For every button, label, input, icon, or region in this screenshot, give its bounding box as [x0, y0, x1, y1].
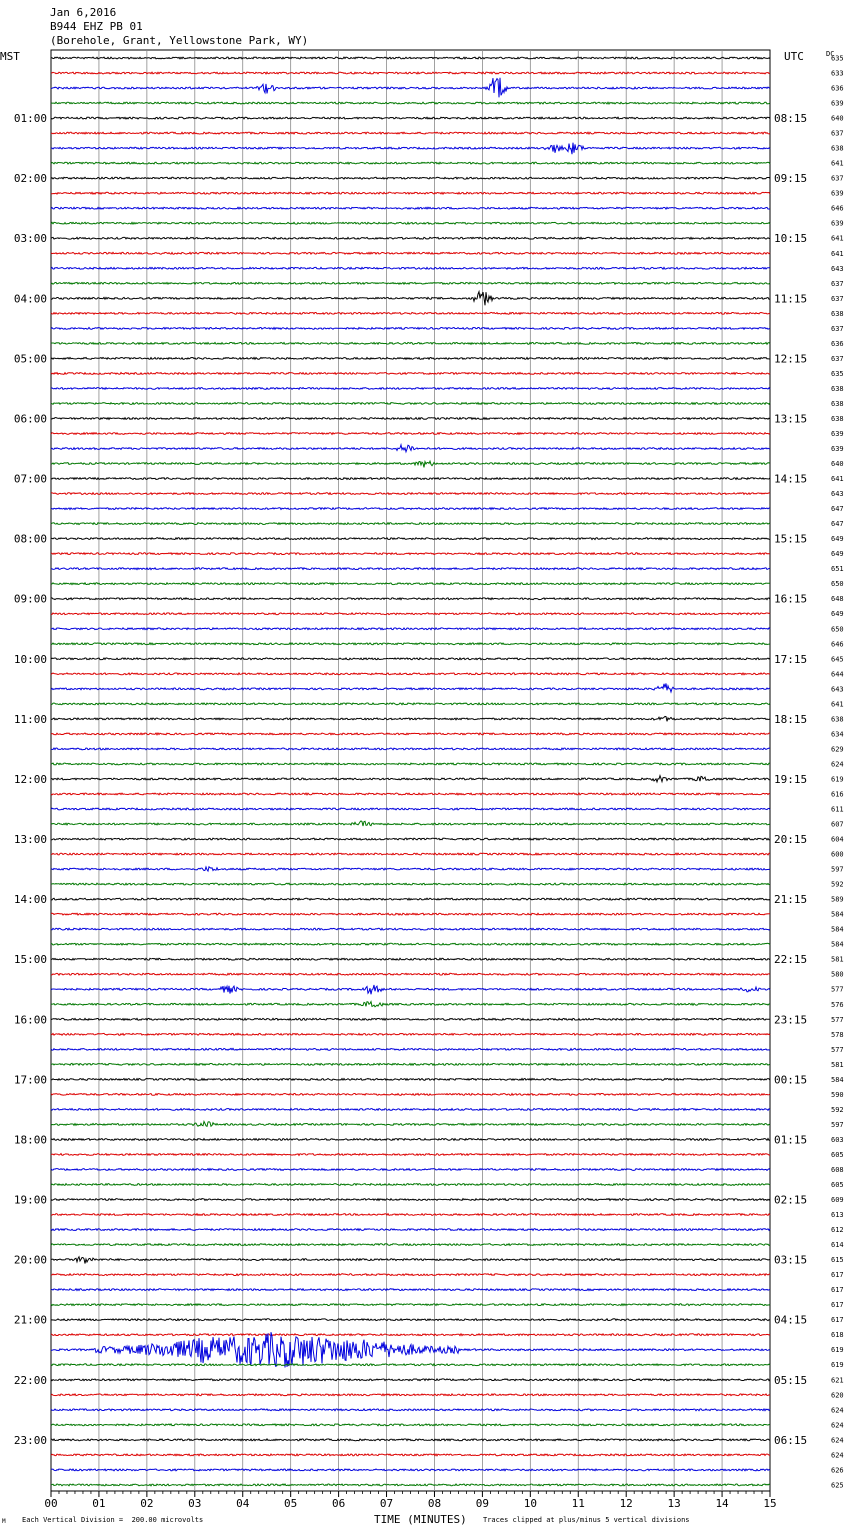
trace-line	[51, 883, 770, 885]
trace-line	[51, 252, 770, 254]
trace-line	[51, 1484, 770, 1486]
right-hour-label: 23:15	[774, 1013, 808, 1027]
dc-offset-label: 625	[831, 1481, 844, 1490]
trace-line	[51, 282, 770, 284]
x-axis-title: TIME (MINUTES)	[374, 1513, 467, 1526]
right-hour-label: 06:15	[774, 1433, 808, 1447]
dc-offset-label: 637	[831, 129, 844, 138]
trace-line	[51, 1379, 770, 1381]
trace-line	[51, 1154, 770, 1156]
dc-offset-label: 620	[831, 1391, 844, 1400]
dc-label: DC	[826, 50, 835, 58]
dc-offset-label: 615	[831, 1256, 844, 1265]
trace-line	[51, 1229, 770, 1231]
dc-offset-label: 638	[831, 384, 844, 393]
x-tick-label: 01	[92, 1497, 106, 1510]
trace-line	[51, 913, 770, 915]
trace-line	[51, 267, 770, 269]
dc-offset-label: 641	[831, 249, 844, 258]
trace-line	[51, 1139, 770, 1141]
trace-line	[51, 1469, 770, 1471]
dc-offset-label: 643	[831, 264, 844, 273]
dc-offset-label: 617	[831, 1271, 844, 1280]
dc-offset-label: 619	[831, 775, 844, 784]
trace-line	[51, 985, 770, 994]
trace-line	[51, 78, 770, 98]
x-tick-label: 02	[140, 1497, 154, 1510]
trace-line	[51, 628, 770, 630]
footer-scale-note: Each Vertical Division = 200.00 microvolts	[22, 1516, 204, 1524]
dc-offset-label: 636	[831, 84, 844, 93]
right-hour-label: 01:15	[774, 1133, 808, 1147]
trace-line	[51, 312, 770, 314]
dc-offset-label: 605	[831, 1150, 844, 1159]
left-hour-label: 22:00	[13, 1373, 47, 1387]
dc-offset-label: 639	[831, 219, 844, 228]
right-hour-label: 05:15	[774, 1373, 808, 1387]
dc-offset-label: 647	[831, 505, 844, 514]
x-tick-label: 12	[619, 1497, 633, 1510]
trace-line	[51, 1122, 770, 1127]
dc-offset-label: 633	[831, 69, 844, 78]
right-hour-label: 00:15	[774, 1073, 808, 1087]
trace-line	[51, 102, 770, 104]
dc-offset-label: 638	[831, 309, 844, 318]
trace-line	[51, 162, 770, 164]
trace-line	[51, 358, 770, 360]
dc-offset-label: 640	[831, 460, 844, 469]
dc-offset-label: 589	[831, 895, 844, 904]
x-tick-label: 13	[667, 1497, 681, 1510]
trace-line	[51, 673, 770, 675]
left-hour-label: 10:00	[13, 652, 47, 666]
dc-offset-label: 648	[831, 595, 844, 604]
dc-offset-label: 651	[831, 565, 844, 574]
dc-offset-label: 645	[831, 655, 844, 664]
footer-mark: M	[2, 1518, 6, 1525]
dc-offset-label: 581	[831, 1060, 844, 1069]
trace-line	[51, 403, 770, 405]
trace-line	[51, 1033, 770, 1035]
trace-line	[51, 72, 770, 74]
left-hour-label: 11:00	[13, 712, 47, 726]
dc-offset-label: 644	[831, 670, 844, 679]
trace-line	[51, 445, 770, 452]
dc-offset-label: 600	[831, 850, 844, 859]
dc-offset-label: 576	[831, 1000, 844, 1009]
x-tick-label: 04	[236, 1497, 250, 1510]
trace-line	[51, 373, 770, 375]
dc-offset-label: 580	[831, 970, 844, 979]
dc-offset-label: 639	[831, 189, 844, 198]
trace-line	[51, 237, 770, 239]
trace-line	[51, 943, 770, 945]
dc-offset-label: 638	[831, 715, 844, 724]
trace-line	[51, 716, 770, 721]
right-timezone-label: UTC	[784, 50, 804, 63]
right-hour-label: 20:15	[774, 833, 808, 847]
dc-offset-label: 641	[831, 700, 844, 709]
dc-offset-label: 624	[831, 760, 844, 769]
trace-line	[51, 1109, 770, 1111]
x-tick-label: 14	[715, 1497, 729, 1510]
left-hour-label: 01:00	[13, 112, 47, 126]
left-hour-label: 06:00	[13, 412, 47, 426]
dc-offset-label: 640	[831, 114, 844, 123]
dc-offset-label: 577	[831, 1015, 844, 1024]
dc-offset-label: 624	[831, 1436, 844, 1445]
x-tick-label: 03	[188, 1497, 202, 1510]
dc-offset-label: 646	[831, 204, 844, 213]
trace-line	[51, 1332, 770, 1367]
trace-line	[51, 1334, 770, 1336]
header-date: Jan 6,2016	[50, 6, 117, 19]
trace-line	[51, 703, 770, 705]
dc-offset-label: 578	[831, 1030, 844, 1039]
dc-offset-label: 637	[831, 354, 844, 363]
trace-line	[51, 1018, 770, 1020]
trace-line	[51, 1394, 770, 1396]
dc-offset-label: 592	[831, 880, 844, 889]
right-hour-label: 15:15	[774, 532, 808, 546]
dc-offset-label: 577	[831, 985, 844, 994]
trace-line	[51, 1199, 770, 1201]
trace-line	[51, 1364, 770, 1366]
right-hour-label: 16:15	[774, 592, 808, 606]
left-hour-label: 02:00	[13, 172, 47, 186]
left-hour-label: 12:00	[13, 772, 47, 786]
trace-line	[51, 132, 770, 134]
x-tick-label: 00	[44, 1497, 58, 1510]
trace-line	[51, 478, 770, 480]
dc-offset-label: 607	[831, 820, 844, 829]
trace-line	[51, 853, 770, 855]
trace-line	[51, 222, 770, 224]
dc-offset-label: 597	[831, 1120, 844, 1129]
trace-line	[51, 1409, 770, 1411]
left-hour-label: 23:00	[13, 1433, 47, 1447]
trace-line	[51, 1439, 770, 1441]
trace-line	[51, 461, 770, 467]
trace-line	[51, 117, 770, 119]
left-hour-label: 03:00	[13, 232, 47, 246]
trace-line	[51, 1454, 770, 1456]
dc-offset-label: 629	[831, 745, 844, 754]
x-tick-label: 08	[427, 1497, 442, 1510]
dc-offset-label: 590	[831, 1090, 844, 1099]
trace-line	[51, 1424, 770, 1426]
x-tick-label: 11	[571, 1497, 585, 1510]
right-hour-label: 12:15	[774, 352, 808, 366]
right-hour-label: 17:15	[774, 652, 808, 666]
x-tick-label: 05	[284, 1497, 298, 1510]
trace-line	[51, 1079, 770, 1081]
dc-offset-label: 603	[831, 1135, 844, 1144]
x-tick-label: 09	[475, 1497, 490, 1510]
trace-line	[51, 177, 770, 179]
dc-offset-label: 638	[831, 144, 844, 153]
dc-offset-label: 621	[831, 1376, 844, 1385]
dc-offset-label: 649	[831, 610, 844, 619]
left-hour-label: 07:00	[13, 472, 47, 486]
dc-offset-label: 616	[831, 790, 844, 799]
dc-offset-label: 617	[831, 1301, 844, 1310]
trace-line	[51, 973, 770, 975]
trace-line	[51, 1002, 770, 1007]
footer-clip-note: Traces clipped at plus/minus 5 vertical divisions	[483, 1516, 690, 1524]
dc-offset-label: 581	[831, 955, 844, 964]
trace-line	[51, 793, 770, 795]
right-hour-label: 04:15	[774, 1313, 808, 1327]
trace-line	[51, 57, 770, 59]
right-hour-label: 09:15	[774, 172, 808, 186]
dc-offset-label: 649	[831, 535, 844, 544]
trace-line	[51, 207, 770, 209]
dc-offset-label: 641	[831, 475, 844, 484]
header-location: (Borehole, Grant, Yellowstone Park, WY)	[50, 34, 309, 47]
dc-offset-label: 584	[831, 910, 844, 919]
dc-offset-label: 626	[831, 1466, 844, 1475]
dc-offset-label: 619	[831, 1361, 844, 1370]
dc-offset-label: 612	[831, 1226, 844, 1235]
dc-offset-label: 624	[831, 1421, 844, 1430]
x-tick-label: 06	[331, 1497, 346, 1510]
dc-offset-label: 619	[831, 1346, 844, 1355]
left-hour-label: 08:00	[13, 532, 47, 546]
dc-offset-label: 650	[831, 580, 844, 589]
left-hour-label: 13:00	[13, 833, 47, 847]
trace-line	[51, 583, 770, 585]
right-hour-label: 14:15	[774, 472, 808, 486]
dc-offset-label: 637	[831, 294, 844, 303]
dc-offset-label: 646	[831, 640, 844, 649]
dc-offset-label: 613	[831, 1211, 844, 1220]
dc-offset-label: 639	[831, 99, 844, 108]
trace-line	[51, 643, 770, 645]
dc-offset-label: 637	[831, 174, 844, 183]
right-hour-label: 08:15	[774, 112, 808, 126]
right-hour-label: 13:15	[774, 412, 808, 426]
trace-line	[51, 1274, 770, 1276]
x-tick-label: 07	[379, 1497, 394, 1510]
x-tick-label: 15	[763, 1497, 777, 1510]
trace-line	[51, 1094, 770, 1096]
trace-line	[51, 538, 770, 540]
dc-offset-label: 577	[831, 1045, 844, 1054]
left-hour-label: 20:00	[13, 1253, 47, 1267]
trace-line	[51, 821, 770, 826]
left-hour-label: 16:00	[13, 1013, 47, 1027]
dc-offset-label: 637	[831, 324, 844, 333]
dc-offset-label: 639	[831, 430, 844, 438]
trace-line	[51, 658, 770, 660]
dc-offset-label: 592	[831, 1105, 844, 1114]
trace-line	[51, 343, 770, 345]
trace-line	[51, 328, 770, 330]
left-timezone-label: MST	[0, 50, 20, 63]
dc-offset-label: 614	[831, 1241, 844, 1250]
right-hour-label: 18:15	[774, 712, 808, 726]
dc-offset-label: 637	[831, 279, 844, 288]
dc-offset-label: 636	[831, 339, 844, 348]
dc-offset-label: 617	[831, 1316, 844, 1325]
left-hour-label: 21:00	[13, 1313, 47, 1327]
trace-line	[51, 683, 770, 692]
trace-line	[51, 763, 770, 765]
trace-line	[51, 898, 770, 900]
trace-line	[51, 292, 770, 306]
dc-offset-label: 584	[831, 940, 844, 949]
right-hour-label: 11:15	[774, 292, 808, 306]
trace-line	[51, 748, 770, 750]
trace-line	[51, 388, 770, 390]
header-station: B944 EHZ PB 01	[50, 20, 143, 33]
trace-line	[51, 568, 770, 570]
left-hour-label: 19:00	[13, 1193, 47, 1207]
trace-line	[51, 493, 770, 495]
trace-line	[51, 1169, 770, 1171]
trace-line	[51, 1289, 770, 1291]
dc-offset-label: 624	[831, 1406, 844, 1415]
trace-line	[51, 143, 770, 155]
dc-offset-label: 605	[831, 1181, 844, 1189]
dc-offset-label: 638	[831, 399, 844, 408]
trace-line	[51, 1244, 770, 1246]
dc-offset-label: 650	[831, 625, 844, 634]
trace-line	[51, 1319, 770, 1321]
dc-offset-label: 608	[831, 1165, 844, 1174]
left-hour-label: 15:00	[13, 953, 47, 967]
trace-line	[51, 1304, 770, 1306]
right-hour-label: 22:15	[774, 953, 808, 967]
dc-offset-label: 597	[831, 865, 844, 874]
trace-line	[51, 733, 770, 735]
trace-line	[51, 598, 770, 600]
trace-line	[51, 776, 770, 782]
trace-line	[51, 808, 770, 810]
trace-line	[51, 192, 770, 194]
dc-offset-label: 604	[831, 835, 844, 844]
right-hour-label: 02:15	[774, 1193, 808, 1207]
dc-offset-label: 635	[831, 54, 844, 63]
trace-line	[51, 958, 770, 960]
trace-line	[51, 867, 770, 871]
right-hour-label: 21:15	[774, 893, 808, 907]
trace-line	[51, 1257, 770, 1264]
dc-offset-label: 641	[831, 234, 844, 243]
dc-offset-label: 641	[831, 159, 844, 168]
trace-line	[51, 553, 770, 555]
trace-line	[51, 508, 770, 510]
x-tick-label: 10	[523, 1497, 537, 1510]
trace-line	[51, 613, 770, 615]
trace-line	[51, 418, 770, 420]
dc-offset-label: 609	[831, 1196, 844, 1205]
dc-offset-label: 635	[831, 369, 844, 378]
left-hour-label: 17:00	[13, 1073, 47, 1087]
left-hour-label: 04:00	[13, 292, 47, 306]
trace-line	[51, 1063, 770, 1065]
dc-offset-label: 618	[831, 1331, 844, 1340]
dc-offset-label: 643	[831, 685, 844, 694]
left-hour-label: 09:00	[13, 592, 47, 606]
trace-line	[51, 1048, 770, 1050]
right-hour-label: 10:15	[774, 232, 808, 246]
trace-line	[51, 433, 770, 435]
dc-offset-label: 634	[831, 730, 844, 739]
dc-offset-label: 647	[831, 520, 844, 529]
dc-offset-label: 584	[831, 1075, 844, 1084]
right-hour-label: 19:15	[774, 772, 808, 786]
dc-offset-label: 617	[831, 1286, 844, 1295]
left-hour-label: 05:00	[13, 352, 47, 366]
dc-offset-label: 643	[831, 490, 844, 499]
left-hour-label: 14:00	[13, 893, 47, 907]
dc-offset-label: 649	[831, 550, 844, 559]
trace-line	[51, 1214, 770, 1216]
dc-offset-label: 611	[831, 805, 844, 814]
trace-line	[51, 928, 770, 930]
trace-line	[51, 838, 770, 840]
dc-offset-label: 639	[831, 445, 844, 454]
trace-line	[51, 523, 770, 525]
dc-offset-label: 624	[831, 1451, 844, 1460]
dc-offset-label: 638	[831, 414, 844, 423]
left-hour-label: 18:00	[13, 1133, 47, 1147]
dc-offset-label: 584	[831, 925, 844, 934]
right-hour-label: 03:15	[774, 1253, 808, 1267]
trace-line	[51, 1184, 770, 1186]
